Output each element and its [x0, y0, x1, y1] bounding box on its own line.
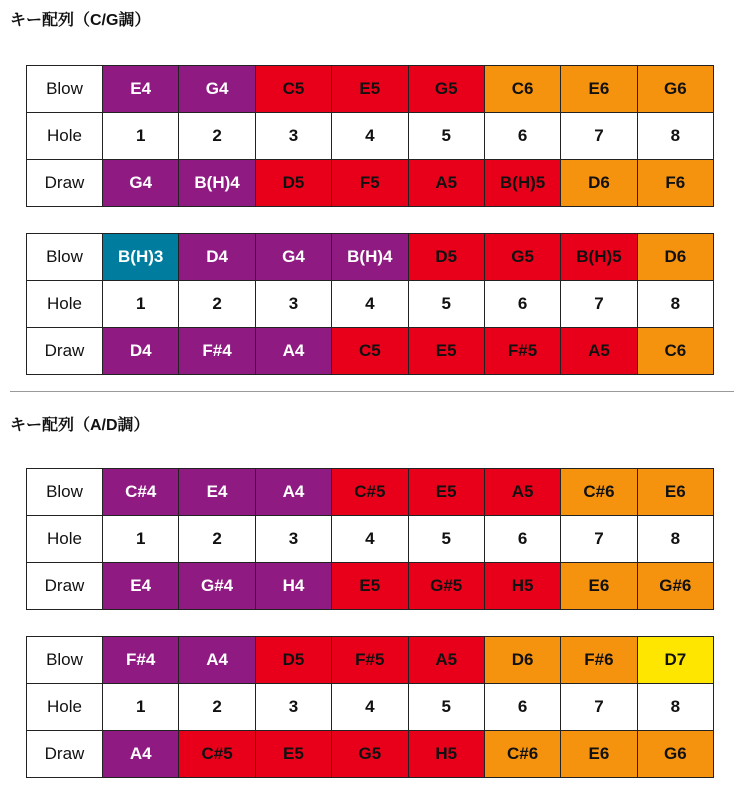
draw-note: G#5 — [408, 563, 484, 610]
draw-row — [27, 328, 714, 375]
blow-note: G5 — [484, 234, 560, 281]
section-divider — [10, 391, 734, 392]
draw-note: F#5 — [484, 328, 560, 375]
draw-label: Draw — [27, 731, 103, 778]
hole-label: Hole — [27, 684, 103, 731]
draw-note: G#4 — [179, 563, 255, 610]
blow-note: C#4 — [103, 469, 179, 516]
blow-note: D6 — [637, 234, 713, 281]
blow-note: E6 — [561, 66, 637, 113]
hole-number: 3 — [255, 113, 331, 160]
heading-ad: キー配列（A/D調） — [10, 417, 150, 434]
draw-note: F#4 — [179, 328, 255, 375]
key-table-ad-2 — [26, 636, 714, 778]
draw-note: D6 — [561, 160, 637, 207]
blow-note: A4 — [179, 637, 255, 684]
draw-row — [27, 731, 714, 778]
hole-number: 3 — [255, 516, 331, 563]
key-table-ad-1 — [26, 468, 714, 610]
blow-note: D4 — [179, 234, 255, 281]
blow-note: C6 — [484, 66, 560, 113]
blow-note: F#5 — [332, 637, 408, 684]
hole-number: 2 — [179, 516, 255, 563]
key-table-cg-2 — [26, 233, 714, 375]
draw-note: F6 — [637, 160, 713, 207]
hole-number: 8 — [637, 113, 713, 160]
hole-number: 7 — [561, 281, 637, 328]
draw-note: B(H)4 — [179, 160, 255, 207]
blow-note: B(H)3 — [103, 234, 179, 281]
draw-label: Draw — [27, 160, 103, 207]
hole-number: 5 — [408, 281, 484, 328]
draw-note: D4 — [103, 328, 179, 375]
blow-label: Blow — [27, 234, 103, 281]
blow-note: F#4 — [103, 637, 179, 684]
blow-label: Blow — [27, 637, 103, 684]
draw-note: A5 — [561, 328, 637, 375]
blow-note: G4 — [255, 234, 331, 281]
hole-number: 4 — [332, 684, 408, 731]
draw-note: C5 — [332, 328, 408, 375]
hole-number: 2 — [179, 281, 255, 328]
hole-number: 1 — [103, 281, 179, 328]
draw-note: G5 — [332, 731, 408, 778]
blow-note: C#5 — [332, 469, 408, 516]
blow-note: F#6 — [561, 637, 637, 684]
blow-note: E4 — [179, 469, 255, 516]
draw-note: E6 — [561, 731, 637, 778]
draw-note: A4 — [103, 731, 179, 778]
draw-note: C6 — [637, 328, 713, 375]
draw-label: Draw — [27, 328, 103, 375]
hole-number: 2 — [179, 113, 255, 160]
blow-note: D5 — [255, 637, 331, 684]
blow-note: B(H)4 — [332, 234, 408, 281]
hole-number: 4 — [332, 113, 408, 160]
blow-note: D7 — [637, 637, 713, 684]
hole-number: 5 — [408, 113, 484, 160]
hole-number: 5 — [408, 516, 484, 563]
draw-row — [27, 160, 714, 207]
blow-note: C5 — [255, 66, 331, 113]
hole-number: 6 — [484, 281, 560, 328]
hole-number: 4 — [332, 516, 408, 563]
draw-note: E5 — [408, 328, 484, 375]
hole-label: Hole — [27, 113, 103, 160]
hole-number: 6 — [484, 113, 560, 160]
hole-number: 1 — [103, 684, 179, 731]
hole-row — [27, 684, 714, 731]
draw-note: E5 — [332, 563, 408, 610]
draw-note: H5 — [484, 563, 560, 610]
hole-number: 8 — [637, 684, 713, 731]
hole-label: Hole — [27, 281, 103, 328]
hole-row — [27, 281, 714, 328]
blow-row — [27, 469, 714, 516]
hole-number: 8 — [637, 281, 713, 328]
draw-note: G4 — [103, 160, 179, 207]
hole-number: 1 — [103, 113, 179, 160]
hole-number: 6 — [484, 516, 560, 563]
blow-note: D5 — [408, 234, 484, 281]
draw-note: G#6 — [637, 563, 713, 610]
draw-note: G6 — [637, 731, 713, 778]
blow-note: B(H)5 — [561, 234, 637, 281]
draw-note: D5 — [255, 160, 331, 207]
blow-note: E5 — [408, 469, 484, 516]
blow-note: A4 — [255, 469, 331, 516]
hole-number: 1 — [103, 516, 179, 563]
blow-note: A5 — [484, 469, 560, 516]
draw-note: E4 — [103, 563, 179, 610]
draw-note: C#5 — [179, 731, 255, 778]
hole-row — [27, 516, 714, 563]
blow-row — [27, 637, 714, 684]
hole-number: 7 — [561, 113, 637, 160]
blow-note: E4 — [103, 66, 179, 113]
hole-label: Hole — [27, 516, 103, 563]
hole-number: 3 — [255, 281, 331, 328]
heading-cg: キー配列（C/G調） — [10, 12, 151, 29]
hole-number: 5 — [408, 684, 484, 731]
draw-note: B(H)5 — [484, 160, 560, 207]
blow-note: G4 — [179, 66, 255, 113]
hole-number: 2 — [179, 684, 255, 731]
blow-row — [27, 234, 714, 281]
blow-note: C#6 — [561, 469, 637, 516]
draw-note: A4 — [255, 328, 331, 375]
blow-note: D6 — [484, 637, 560, 684]
draw-note: E6 — [561, 563, 637, 610]
blow-note: E5 — [332, 66, 408, 113]
draw-note: A5 — [408, 160, 484, 207]
blow-label: Blow — [27, 66, 103, 113]
draw-note: C#6 — [484, 731, 560, 778]
draw-note: H4 — [255, 563, 331, 610]
blow-row — [27, 66, 714, 113]
blow-label: Blow — [27, 469, 103, 516]
draw-note: F5 — [332, 160, 408, 207]
hole-number: 3 — [255, 684, 331, 731]
draw-label: Draw — [27, 563, 103, 610]
draw-row — [27, 563, 714, 610]
blow-note: G5 — [408, 66, 484, 113]
blow-note: G6 — [637, 66, 713, 113]
blow-note: E6 — [637, 469, 713, 516]
draw-note: H5 — [408, 731, 484, 778]
key-table-cg-1 — [26, 65, 714, 207]
blow-note: A5 — [408, 637, 484, 684]
draw-note: E5 — [255, 731, 331, 778]
hole-number: 7 — [561, 516, 637, 563]
hole-number: 6 — [484, 684, 560, 731]
hole-number: 8 — [637, 516, 713, 563]
hole-number: 7 — [561, 684, 637, 731]
hole-number: 4 — [332, 281, 408, 328]
hole-row — [27, 113, 714, 160]
